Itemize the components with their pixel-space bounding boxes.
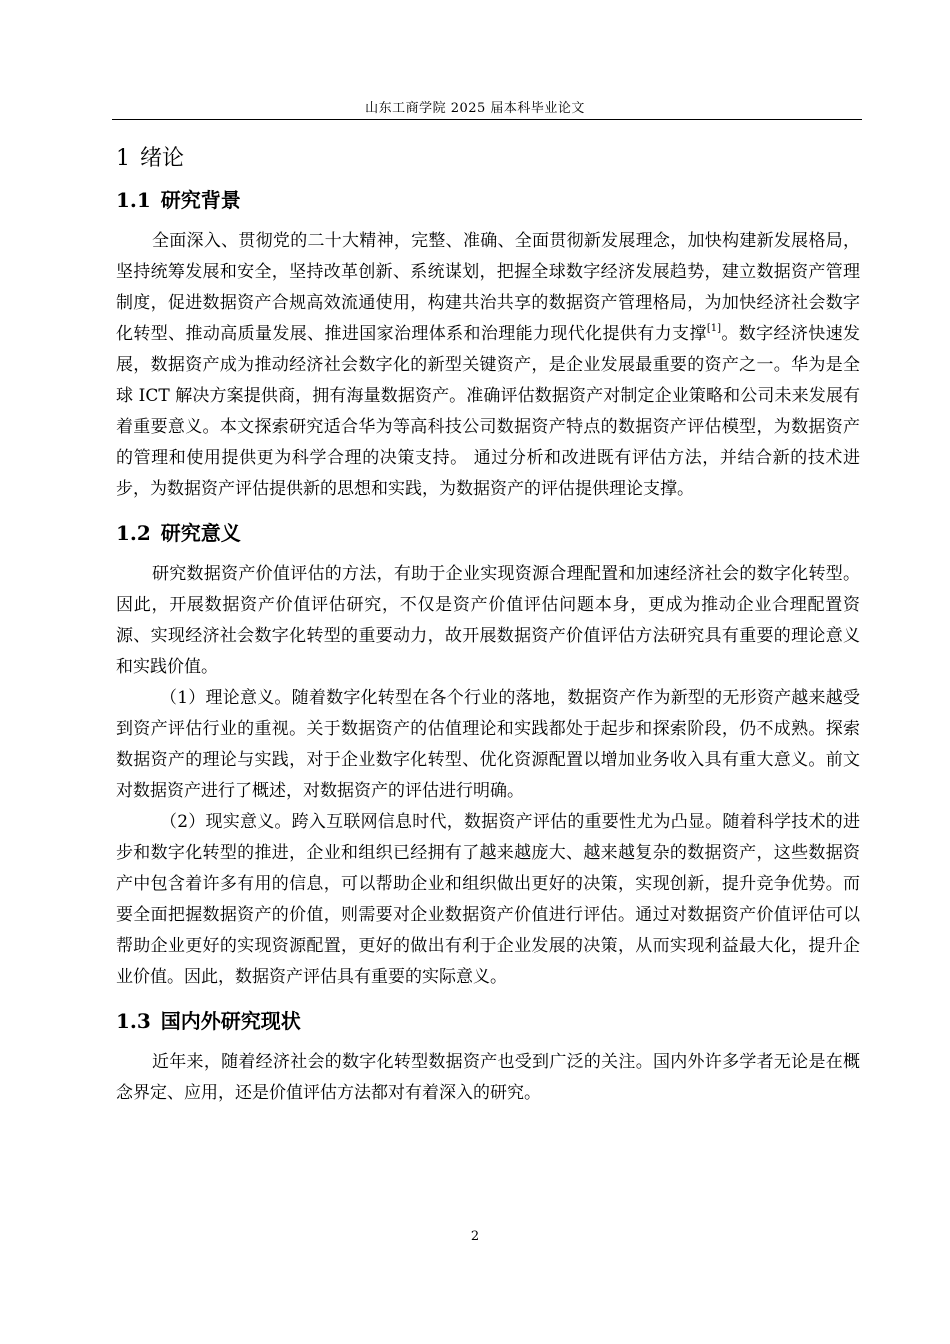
paragraph: 近年来，随着经济社会的数字化转型数据资产也受到广泛的关注。国内外许多学者无论是在概念界定、应用，还是价值评估方法都对有着深入的研究。 <box>116 1052 860 1103</box>
section-heading <box>116 1003 860 1039</box>
page-number: 2 <box>470 1229 480 1244</box>
chapter-heading <box>116 140 860 178</box>
running-header: 山东工商学院 2025 届本科毕业论文 <box>365 101 585 116</box>
section-title: 国内外研究现状 <box>160 1009 301 1033</box>
chapter-title: 绪论 <box>140 146 185 171</box>
section-title: 研究背景 <box>160 188 241 212</box>
section-title: 研究意义 <box>160 521 241 545</box>
section-number: 1.3 <box>116 1009 151 1033</box>
paragraph <box>116 226 860 505</box>
page-body <box>116 140 860 1109</box>
header-divider <box>112 119 862 120</box>
section-number: 1.2 <box>116 521 151 545</box>
section-number: 1.1 <box>116 188 151 212</box>
paragraph: 研究数据资产价值评估的方法，有助于企业实现资源合理配置和加速经济社会的数字化转型。因此，开展数据资产价值评估研究，不仅是资产价值评估问题本身，更成为推动企业合理配置资源、实现经济社会数字化转型的重要动力，故开展数据资产价值评估方法研究具有重要的理论意义和实践价值。 <box>116 564 860 677</box>
paragraph: （2）现实意义。跨入互联网信息时代，数据资产评估的重要性尤为凸显。随着科学技术的进步和数字化转型的推进，企业和组织已经拥有了越来越庞大、越来越复杂的数据资产，这些数据资产中包含着许多有用的信息，可以帮助企业和组织做出更好的决策，实现创新，提升竞争优势。而要全面把握数据资产的价值，则需要对企业数据资产价值进行评估。通过对数据资产价值评估可以帮助企业更好的实现资源配置，更好的做出有利于企业发展的决策，从而实现利益最大化，提升企业价值。因此，数据资产评估具有重要的实际意义。 <box>116 812 860 987</box>
section-heading <box>116 515 860 551</box>
paragraph-text: 全面深入、贯彻党的二十大精神，完整、准确、全面贯彻新发展理念，加快构建新发展格局，坚持统筹发展和安全，坚持改革创新、系统谋划，把握全球数字经济发展趋势，建立数据资产管理制度，促进数据资产合规高效流通使用，构建共治共享的数据资产管理格局，为加快经济社会数字化转型、推动高质量发展、推进国家治理体系和治理能力现代化提供有力支撑 <box>116 231 860 344</box>
section-heading <box>116 182 860 218</box>
citation-marker: [1] <box>706 323 721 334</box>
paragraph-text: 。数字经济快速发展，数据资产成为推动经济社会数字化的新型关键资产，是企业发展最重要的资产之一。华为是全球 ICT 解决方案提供商，拥有海量数据资产。准确评估数据资产对制定企业策略和公司未来发展有着重要意义。本文探索研究适合华为等高科技公司数据资产特点的数据资产评估模型，为数据资产的管理和使用提供更为科学合理的决策支持。 通过分析和改进既有评估方法，并结合新的技术进步，为数据资产评估提供新的思想和实践，为数据资产的评估提供理论支撑。 <box>116 324 860 499</box>
paragraph: （1）理论意义。随着数字化转型在各个行业的落地，数据资产作为新型的无形资产越来越受到资产评估行业的重视。关于数据资产的估值理论和实践都处于起步和探索阶段，仍不成熟。探索数据资产的理论与实践，对于企业数字化转型、优化资源配置以增加业务收入具有重大意义。前文对数据资产进行了概述，对数据资产的评估进行明确。 <box>116 688 860 801</box>
chapter-number: 1 <box>116 146 130 171</box>
